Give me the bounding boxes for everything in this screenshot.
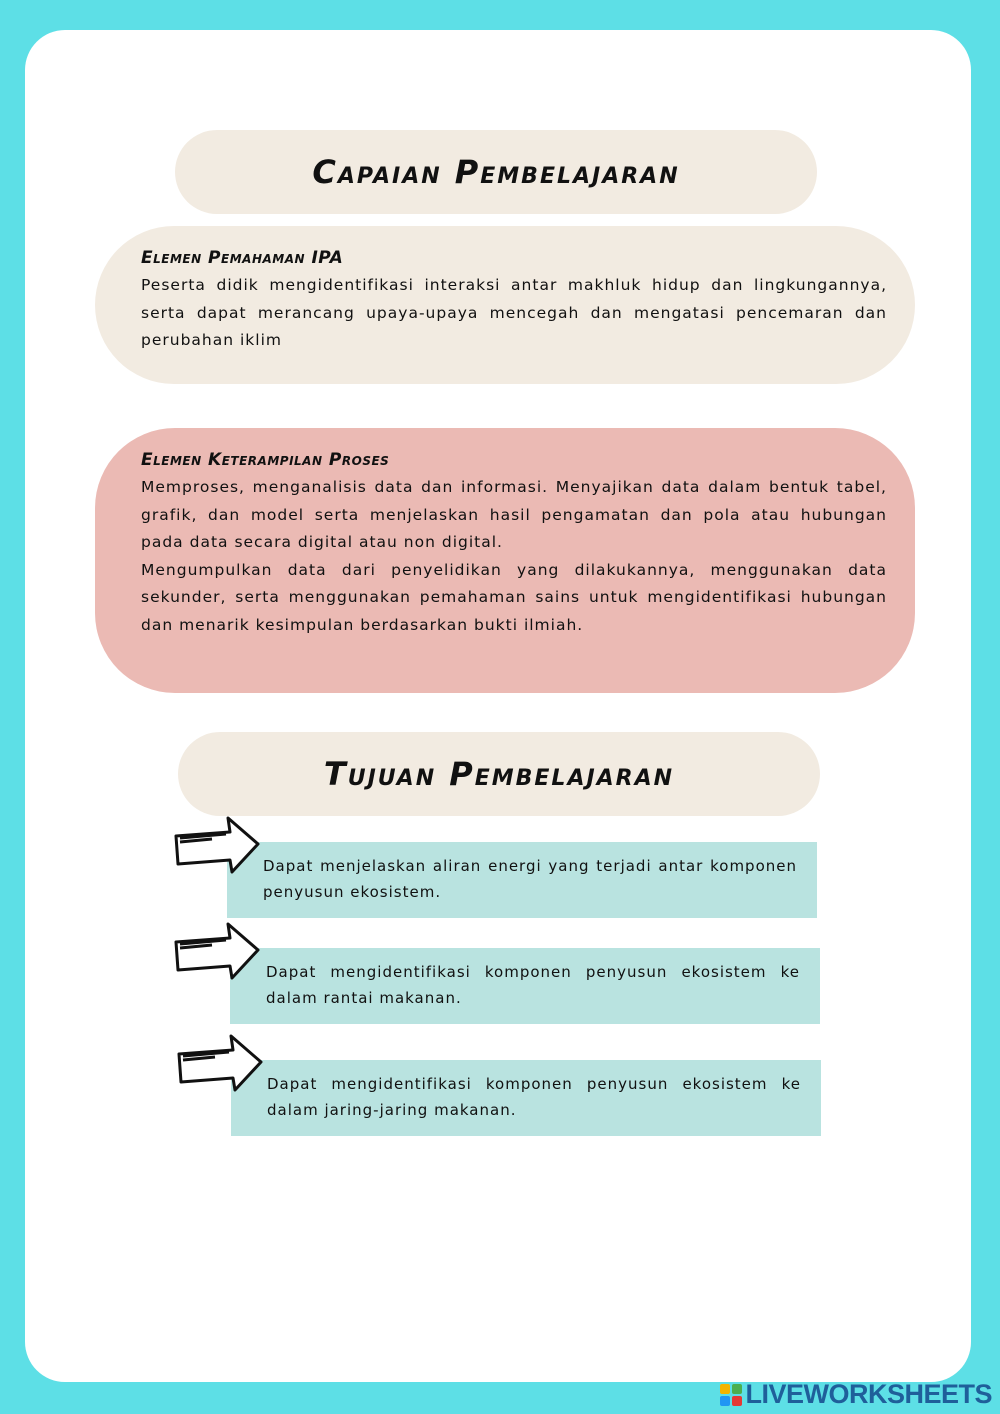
elemen-keterampilan-proses-text-2: Mengumpulkan data dari penyelidikan yang dilakukannya, menggunakan data sekunder, serta menggunakan pemahaman sains untuk mengidentifikasi hubungan dan menarik kesimpulan berdasarkan bukti ilmiah. — [141, 560, 887, 634]
goal-text-1: Dapat menjelaskan aliran energi yang terjadi antar komponen penyusun ekosistem. — [263, 857, 797, 901]
tujuan-title: Tujuan Pembelajaran — [323, 755, 675, 793]
capaian-title-pill — [175, 130, 817, 214]
elemen-keterampilan-proses-card — [95, 428, 915, 693]
arrow-right-icon — [175, 1032, 265, 1098]
elemen-pemahaman-ipa-text: Peserta didik mengidentifikasi interaksi antar makhluk hidup dan lingkungannya, serta dapat merancang upaya-upaya mencegah dan mengatasi pencemaran dan perubahan iklim — [141, 276, 887, 350]
arrow-right-icon — [172, 920, 262, 986]
elemen-pemahaman-ipa-card — [95, 226, 915, 384]
goal-item-2 — [230, 948, 820, 1024]
goal-text-3: Dapat mengidentifikasi komponen penyusun ekosistem ke dalam jaring-jaring makanan. — [267, 1075, 801, 1119]
goal-text-2: Dapat mengidentifikasi komponen penyusun ekosistem ke dalam rantai makanan. — [266, 963, 800, 1007]
liveworksheets-logo-text: LIVEWORKSHEETS — [745, 1379, 992, 1409]
liveworksheets-brand — [720, 1379, 992, 1410]
goal-item-3 — [231, 1060, 821, 1136]
goal-item-1 — [227, 842, 817, 918]
liveworksheets-logo-icon — [720, 1384, 742, 1406]
elemen-keterampilan-proses-text-1: Memproses, menganalisis data dan informasi. Menyajikan data dalam bentuk tabel, grafik, dan model serta menjelaskan hasil pengamatan dan pola atau hubungan pada data secara digital atau non digital. — [141, 478, 887, 552]
capaian-title: Capaian Pembelajaran — [312, 153, 680, 191]
tujuan-title-pill — [178, 732, 820, 816]
elemen-keterampilan-proses-heading: Elemen Keterampilan Proses — [141, 450, 390, 470]
arrow-right-icon — [172, 814, 262, 880]
elemen-pemahaman-ipa-heading: Elemen Pemahaman IPA — [141, 248, 344, 268]
